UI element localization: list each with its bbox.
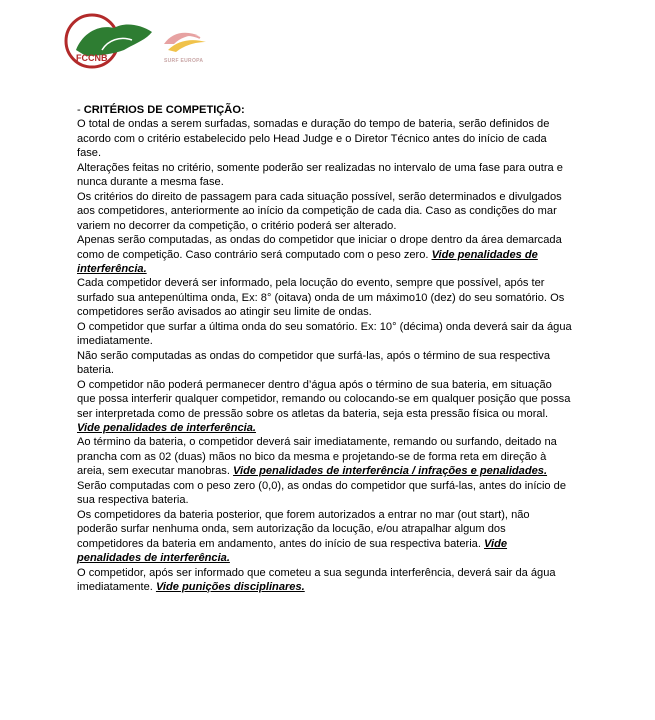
paragraph: [77, 320, 572, 349]
paragraph: [77, 508, 572, 566]
paragraph-text: O competidor não poderá permanecer dentro d’água após o término de sua bateria, em situação que possa interferir qualquer competidor, remando ou colocando-se em qualquer posição que possa ser interpretada como de pressão sobre os atletas da bateria, seja esta pressão física ou moral.: [77, 378, 571, 420]
paragraph-text: O competidor que surfar a última onda do seu somatório. Ex: 10° (décima) onda deverá sair da água imediatamente.: [77, 320, 572, 348]
paragraph: [77, 349, 572, 378]
paragraph-text: Os critérios do direito de passagem para cada situação possível, serão determinados e divulgados aos competidores, anteriormente ao início da competição de cada dia. Caso as condições do mar variem no decorrer da competição, o critério poderá ser alterado.: [77, 190, 562, 232]
cross-reference-link[interactable]: Vide penalidades de interferência.: [77, 537, 508, 565]
heading-dash: -: [77, 104, 84, 116]
paragraph: [77, 190, 572, 233]
paragraph-text: O total de ondas a serem surfadas, somadas e duração do tempo de bateria, serão definidos de acordo com o critério estabelecido pelo Head Judge e o Diretor Técnico antes do início de cada fase.: [77, 118, 550, 160]
section-title: CRITÉRIOS DE COMPETIÇÃO:: [83, 104, 245, 116]
paragraph: [77, 435, 572, 478]
paragraph-list: [77, 117, 572, 594]
surf-europa-logo: [160, 28, 212, 56]
paragraph: [77, 161, 572, 190]
paragraph: [77, 378, 572, 436]
paragraph: [77, 566, 572, 595]
paragraph: [77, 233, 572, 276]
paragraph: [77, 117, 572, 160]
cross-reference-link[interactable]: Vide punições disciplinares.: [155, 580, 305, 593]
fccnb-logo-text: FCCNB: [76, 53, 108, 63]
paragraph-text: O competidor, após ser informado que cometeu a sua segunda interferência, deverá sair da água imediatamente.: [77, 566, 556, 593]
paragraph-text: Serão computadas com o peso zero (0,0), as ondas do competidor que surfá-las, antes do início de sua respectiva bateria.: [77, 479, 567, 507]
paragraph-text: Apenas serão computadas, as ondas do competidor que iniciar o drope dentro da área demarcada como de competição. Caso contrário será computado com o peso zero.: [77, 234, 562, 261]
paragraph-text: Cada competidor deverá ser informado, pela locução do evento, sempre que possível, após ter surfado sua antepenúltima onda, Ex: 8° (oitava) onda de um máximo10 (dez) do seu somatório. Os competidores serão avisados ao atingir seu limite de ondas.: [77, 277, 565, 319]
fccnb-logo: [62, 10, 158, 72]
paragraph: [77, 276, 572, 319]
paragraph-text: Ao término da bateria, o competidor deverá sair imediatamente, remando ou surfando, deitado na prancha com as 02 (duas) mãos no bico da mesma e projetando-se de forma reta em direção à areia, sem executar manobras.: [77, 436, 557, 478]
cross-reference-link[interactable]: Vide penalidades de interferência.: [77, 248, 538, 275]
header-logos: [62, 10, 222, 80]
surf-europa-caption: SURF EUROPA: [164, 58, 204, 64]
paragraph-text: Alterações feitas no critério, somente poderão ser realizadas no intervalo de uma fase para outra e nunca durante a mesma fase.: [77, 161, 563, 189]
section-heading: [77, 103, 572, 117]
document-body: [77, 103, 572, 594]
paragraph-text: Não serão computadas as ondas do competidor que surfá-las, após o término de sua respectiva bateria.: [77, 349, 550, 377]
paragraph-text: Os competidores da bateria posterior, que forem autorizados a entrar no mar (out start), não poderão surfar nenhuma onda, sem autorização da locução, e/ou atrapalhar algum dos competidores da bateria em andamento, antes do início de sua respectiva bateria.: [77, 508, 530, 550]
cross-reference-link[interactable]: Vide penalidades de interferência.: [77, 421, 257, 434]
paragraph: [77, 479, 572, 508]
cross-reference-link[interactable]: Vide penalidades de interferência / infrações e penalidades.: [233, 465, 548, 478]
